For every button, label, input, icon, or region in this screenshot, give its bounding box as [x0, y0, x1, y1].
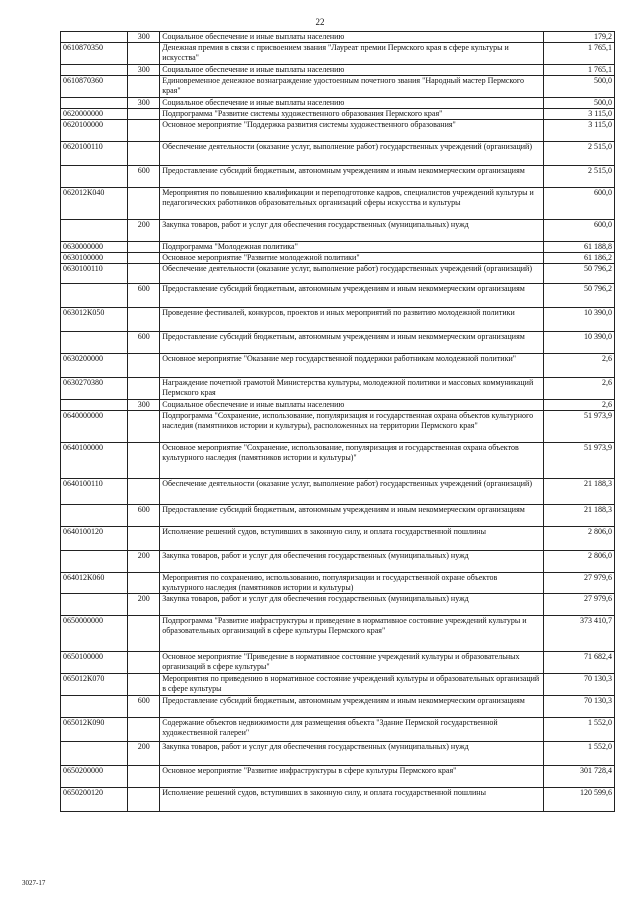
- expense-type-cell: 200: [128, 551, 160, 573]
- amount-cell: 2 806,0: [543, 551, 614, 573]
- item-name-cell: Закупка товаров, работ и услуг для обеспечения государственных (муниципальных) нужд: [160, 594, 543, 616]
- amount-cell: 373 410,7: [543, 616, 614, 652]
- budget-table: [60, 31, 615, 812]
- code-cell: [61, 696, 128, 718]
- item-name-cell: Закупка товаров, работ и услуг для обеспечения государственных (муниципальных) нужд: [160, 742, 543, 766]
- item-name-cell: Социальное обеспечение и иные выплаты населению: [160, 32, 543, 43]
- code-cell: 0650000000: [61, 616, 128, 652]
- item-name-cell: Проведение фестивалей, конкурсов, проектов и иных мероприятий по развитию молодежной политики: [160, 308, 543, 332]
- code-cell: [61, 742, 128, 766]
- item-name-cell: Исполнение решений судов, вступивших в законную силу, и оплата государственной пошлины: [160, 788, 543, 812]
- code-cell: 0630000000: [61, 242, 128, 253]
- item-name-cell: Мероприятия по приведению в нормативное состояние учреждений культуры и образовательных организаций в сфере культуры: [160, 674, 543, 696]
- code-cell: 0610870350: [61, 43, 128, 65]
- amount-cell: 179,2: [543, 32, 614, 43]
- expense-type-cell: [128, 766, 160, 788]
- expense-type-cell: 600: [128, 332, 160, 354]
- amount-cell: 600,0: [543, 220, 614, 242]
- table-row: [61, 253, 615, 264]
- item-name-cell: Исполнение решений судов, вступивших в законную силу, и оплата государственной пошлины: [160, 527, 543, 551]
- amount-cell: 500,0: [543, 76, 614, 98]
- table-row: [61, 400, 615, 411]
- item-name-cell: Основное мероприятие "Поддержка развития системы художественного образования": [160, 120, 543, 142]
- page-number: 22: [315, 17, 325, 27]
- code-cell: 0640100120: [61, 527, 128, 551]
- item-name-cell: Содержание объектов недвижимости для размещения объекта "Здание Пермской государственной художественной галереи": [160, 718, 543, 742]
- expense-type-cell: [128, 120, 160, 142]
- amount-cell: 1 765,1: [543, 43, 614, 65]
- table-row: [61, 479, 615, 505]
- code-cell: 0650100000: [61, 652, 128, 674]
- amount-cell: 1 552,0: [543, 718, 614, 742]
- code-cell: 0630100000: [61, 253, 128, 264]
- code-cell: [61, 551, 128, 573]
- amount-cell: 61 186,2: [543, 253, 614, 264]
- expense-type-cell: [128, 411, 160, 443]
- item-name-cell: Основное мероприятие "Развитие молодежной политики": [160, 253, 543, 264]
- expense-type-cell: [128, 674, 160, 696]
- table-row: [61, 411, 615, 443]
- code-cell: [61, 505, 128, 527]
- table-row: [61, 551, 615, 573]
- amount-cell: 3 115,0: [543, 120, 614, 142]
- item-name-cell: Обеспечение деятельности (оказание услуг, выполнение работ) государственных учреждений (организаций): [160, 264, 543, 284]
- expense-type-cell: [128, 43, 160, 65]
- amount-cell: 2 806,0: [543, 527, 614, 551]
- amount-cell: 1 765,1: [543, 65, 614, 76]
- table-row: [61, 652, 615, 674]
- table-row: [61, 616, 615, 652]
- table-row: [61, 188, 615, 220]
- amount-cell: 2,6: [543, 354, 614, 378]
- expense-type-cell: 600: [128, 696, 160, 718]
- item-name-cell: Обеспечение деятельности (оказание услуг, выполнение работ) государственных учреждений (организаций): [160, 142, 543, 166]
- expense-type-cell: 300: [128, 65, 160, 76]
- code-cell: 0650200000: [61, 766, 128, 788]
- amount-cell: 50 796,2: [543, 264, 614, 284]
- amount-cell: 500,0: [543, 98, 614, 109]
- amount-cell: 21 188,3: [543, 479, 614, 505]
- amount-cell: 51 973,9: [543, 443, 614, 479]
- code-cell: [61, 32, 128, 43]
- expense-type-cell: [128, 788, 160, 812]
- expense-type-cell: [128, 253, 160, 264]
- code-cell: 0630100110: [61, 264, 128, 284]
- item-name-cell: Социальное обеспечение и иные выплаты населению: [160, 65, 543, 76]
- expense-type-cell: [128, 652, 160, 674]
- amount-cell: 600,0: [543, 188, 614, 220]
- item-name-cell: Мероприятия по сохранению, использованию, популяризации и государственной охране объектов культурного наследия (памятников истории и культуры): [160, 573, 543, 594]
- expense-type-cell: 200: [128, 594, 160, 616]
- item-name-cell: Подпрограмма "Сохранение, использование, популяризация и государственная охрана объектов культурного наследия (памятников истории и культуры), расположенных на территории Пермского края": [160, 411, 543, 443]
- item-name-cell: Предоставление субсидий бюджетным, автономным учреждениям и иным некоммерческим организациям: [160, 505, 543, 527]
- amount-cell: 120 599,6: [543, 788, 614, 812]
- table-row: [61, 284, 615, 308]
- code-cell: [61, 98, 128, 109]
- amount-cell: 70 130,3: [543, 696, 614, 718]
- table-row: [61, 32, 615, 43]
- item-name-cell: Предоставление субсидий бюджетным, автономным учреждениям и иным некоммерческим организациям: [160, 332, 543, 354]
- table-row: [61, 742, 615, 766]
- expense-type-cell: 300: [128, 32, 160, 43]
- item-name-cell: Подпрограмма "Развитие инфраструктуры и приведение в нормативное состояние учреждений культуры и образовательных организаций в сфере культуры Пермского края": [160, 616, 543, 652]
- amount-cell: 1 552,0: [543, 742, 614, 766]
- item-name-cell: Основное мероприятие "Оказание мер государственной поддержки работникам молодежной политики": [160, 354, 543, 378]
- expense-type-cell: [128, 718, 160, 742]
- expense-type-cell: [128, 616, 160, 652]
- expense-type-cell: [128, 242, 160, 253]
- amount-cell: 2 515,0: [543, 166, 614, 188]
- amount-cell: 10 390,0: [543, 332, 614, 354]
- table-row: [61, 120, 615, 142]
- amount-cell: 70 130,3: [543, 674, 614, 696]
- table-row: [61, 696, 615, 718]
- code-cell: 0640000000: [61, 411, 128, 443]
- table-row: [61, 718, 615, 742]
- code-cell: 062012К040: [61, 188, 128, 220]
- table-row: [61, 527, 615, 551]
- item-name-cell: Социальное обеспечение и иные выплаты населению: [160, 98, 543, 109]
- table-row: [61, 264, 615, 284]
- item-name-cell: Мероприятия по повышению квалификации и переподготовке кадров, специалистов учреждений культуры и педагогических работников образовательных организаций сферы искусства и культуры: [160, 188, 543, 220]
- table-row: [61, 573, 615, 594]
- amount-cell: 27 979,6: [543, 594, 614, 616]
- table-row: [61, 76, 615, 98]
- expense-type-cell: [128, 188, 160, 220]
- amount-cell: 2,6: [543, 400, 614, 411]
- item-name-cell: Денежная премия в связи с присвоением звания "Лауреат премии Пермского края в сфере культуры и искусства": [160, 43, 543, 65]
- amount-cell: 50 796,2: [543, 284, 614, 308]
- table-row: [61, 109, 615, 120]
- table-row: [61, 43, 615, 65]
- expense-type-cell: 600: [128, 505, 160, 527]
- item-name-cell: Социальное обеспечение и иные выплаты населению: [160, 400, 543, 411]
- table-row: [61, 166, 615, 188]
- amount-cell: 2 515,0: [543, 142, 614, 166]
- document-code: 3027-17: [22, 879, 46, 887]
- code-cell: [61, 400, 128, 411]
- code-cell: 0620000000: [61, 109, 128, 120]
- item-name-cell: Подпрограмма "Молодежная политика": [160, 242, 543, 253]
- table-row: [61, 443, 615, 479]
- code-cell: [61, 220, 128, 242]
- expense-type-cell: [128, 527, 160, 551]
- code-cell: 064012К060: [61, 573, 128, 594]
- table-row: [61, 354, 615, 378]
- code-cell: 0650200120: [61, 788, 128, 812]
- code-cell: 0620100110: [61, 142, 128, 166]
- amount-cell: 27 979,6: [543, 573, 614, 594]
- table-row: [61, 674, 615, 696]
- amount-cell: 21 188,3: [543, 505, 614, 527]
- code-cell: [61, 284, 128, 308]
- table-row: [61, 65, 615, 76]
- table-row: [61, 378, 615, 400]
- item-name-cell: Закупка товаров, работ и услуг для обеспечения государственных (муниципальных) нужд: [160, 551, 543, 573]
- item-name-cell: Предоставление субсидий бюджетным, автономным учреждениям и иным некоммерческим организациям: [160, 696, 543, 718]
- expense-type-cell: 300: [128, 400, 160, 411]
- item-name-cell: Предоставление субсидий бюджетным, автономным учреждениям и иным некоммерческим организациям: [160, 284, 543, 308]
- table-row: [61, 220, 615, 242]
- code-cell: 065012К070: [61, 674, 128, 696]
- amount-cell: 51 973,9: [543, 411, 614, 443]
- code-cell: [61, 594, 128, 616]
- expense-type-cell: [128, 264, 160, 284]
- expense-type-cell: [128, 479, 160, 505]
- expense-type-cell: 600: [128, 166, 160, 188]
- item-name-cell: Предоставление субсидий бюджетным, автономным учреждениям и иным некоммерческим организациям: [160, 166, 543, 188]
- item-name-cell: Основное мероприятие "Развитие инфраструктуры в сфере культуры Пермского края": [160, 766, 543, 788]
- code-cell: 063012К050: [61, 308, 128, 332]
- amount-cell: 71 682,4: [543, 652, 614, 674]
- amount-cell: 301 728,4: [543, 766, 614, 788]
- code-cell: [61, 332, 128, 354]
- table-row: [61, 788, 615, 812]
- code-cell: 0620100000: [61, 120, 128, 142]
- table-row: [61, 242, 615, 253]
- item-name-cell: Награждение почетной грамотой Министерства культуры, молодежной политики и массовых коммуникаций Пермского края: [160, 378, 543, 400]
- item-name-cell: Основное мероприятие "Приведение в нормативное состояние учреждений культуры и образовательных организаций в сфере культуры": [160, 652, 543, 674]
- expense-type-cell: 200: [128, 220, 160, 242]
- item-name-cell: Обеспечение деятельности (оказание услуг, выполнение работ) государственных учреждений (организаций): [160, 479, 543, 505]
- amount-cell: 61 188,8: [543, 242, 614, 253]
- expense-type-cell: 200: [128, 742, 160, 766]
- expense-type-cell: [128, 443, 160, 479]
- code-cell: [61, 166, 128, 188]
- item-name-cell: Единовременное денежное вознаграждение удостоенным почетного звания "Народный мастер Пермского края": [160, 76, 543, 98]
- item-name-cell: Основное мероприятие "Сохранение, использование, популяризация и государственная охрана объектов культурного наследия (памятников истории и культуры)": [160, 443, 543, 479]
- expense-type-cell: 600: [128, 284, 160, 308]
- code-cell: [61, 65, 128, 76]
- table-row: [61, 766, 615, 788]
- table-row: [61, 332, 615, 354]
- item-name-cell: Подпрограмма "Развитие системы художественного образования Пермского края": [160, 109, 543, 120]
- table-row: [61, 594, 615, 616]
- code-cell: 065012К090: [61, 718, 128, 742]
- amount-cell: 10 390,0: [543, 308, 614, 332]
- table-row: [61, 98, 615, 109]
- expense-type-cell: [128, 573, 160, 594]
- code-cell: 0640100110: [61, 479, 128, 505]
- expense-type-cell: [128, 308, 160, 332]
- item-name-cell: Закупка товаров, работ и услуг для обеспечения государственных (муниципальных) нужд: [160, 220, 543, 242]
- amount-cell: 2,6: [543, 378, 614, 400]
- code-cell: 0640100000: [61, 443, 128, 479]
- code-cell: 0630200000: [61, 354, 128, 378]
- expense-type-cell: [128, 76, 160, 98]
- table-row: [61, 142, 615, 166]
- table-row: [61, 505, 615, 527]
- amount-cell: 3 115,0: [543, 109, 614, 120]
- table-row: [61, 308, 615, 332]
- expense-type-cell: [128, 142, 160, 166]
- code-cell: 0630270380: [61, 378, 128, 400]
- code-cell: 0610870360: [61, 76, 128, 98]
- expense-type-cell: [128, 109, 160, 120]
- expense-type-cell: [128, 378, 160, 400]
- expense-type-cell: 300: [128, 98, 160, 109]
- expense-type-cell: [128, 354, 160, 378]
- budget-table-body: [61, 32, 615, 812]
